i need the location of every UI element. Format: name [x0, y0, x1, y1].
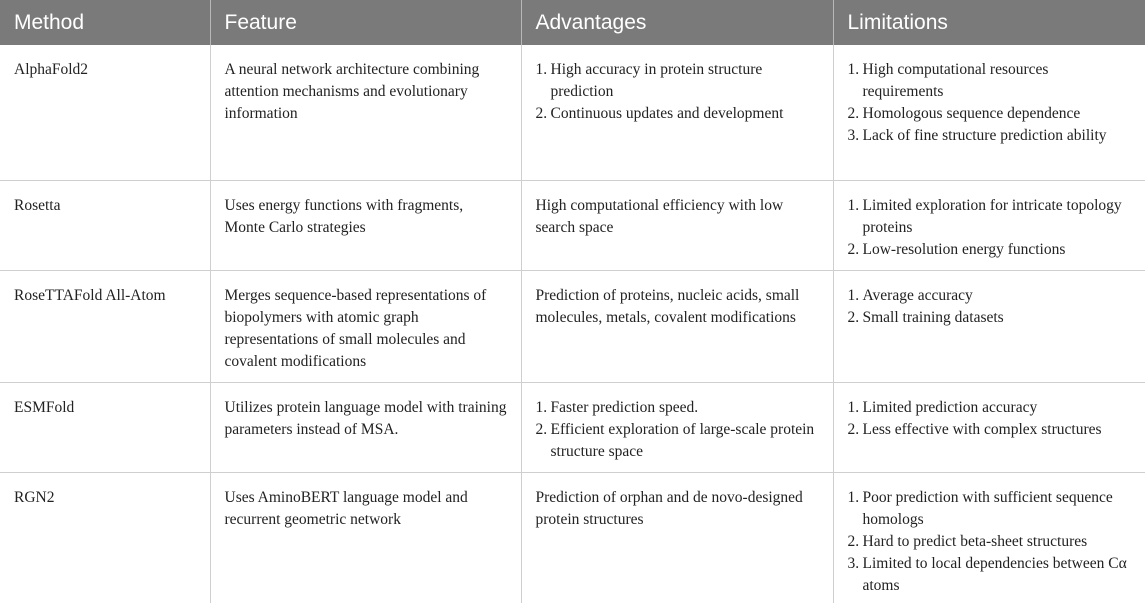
table-row: [0, 45, 1145, 180]
feature-cell: Merges sequence-based representations of biopolymers with atomic graph representations of small molecules and covalent modifications: [210, 270, 521, 382]
method-cell: ESMFold: [0, 382, 210, 472]
list-item: 1. Limited exploration for intricate topology proteins: [847, 196, 1122, 236]
header-advantages: Advantages: [521, 0, 833, 45]
list-item: 2. Less effective with complex structures: [847, 420, 1102, 438]
header-feature: Feature: [210, 0, 521, 45]
method-cell: Rosetta: [0, 180, 210, 270]
advantages-cell: [521, 45, 833, 180]
feature-cell: A neural network architecture combining attention mechanisms and evolutionary information: [210, 45, 521, 180]
list-item: 1. Limited prediction accuracy: [847, 398, 1038, 416]
advantages-cell: High computational efficiency with low search space: [521, 180, 833, 270]
list-item: 1. High computational resources requirements: [847, 61, 1049, 100]
header-row: [0, 0, 1145, 45]
limitations-cell: [833, 472, 1145, 603]
method-cell: RoseTTAFold All-Atom: [0, 270, 210, 382]
list-item: 2. Hard to predict beta-sheet structures: [847, 532, 1088, 550]
advantages-list: [536, 397, 819, 463]
limitations-list: [848, 397, 1132, 441]
table-row: [0, 180, 1145, 270]
method-cell: RGN2: [14, 488, 55, 506]
list-item: 3. Limited to local dependencies between Cα atoms: [847, 554, 1127, 594]
advantages-cell: [521, 382, 833, 472]
limitations-cell: [833, 45, 1145, 180]
header-limitations: Limitations: [833, 0, 1145, 45]
list-item: 2. Efficient exploration of large-scale protein structure space: [535, 420, 815, 460]
feature-cell: Uses energy functions with fragments, Monte Carlo strategies: [210, 180, 521, 270]
list-item: 2. Continuous updates and development: [535, 105, 784, 122]
limitations-list: [848, 59, 1132, 147]
feature-cell: Utilizes protein language model with training parameters instead of MSA.: [210, 382, 521, 472]
header-method: Method: [0, 0, 210, 45]
limitations-list: [848, 285, 1132, 329]
list-item: 3. Lack of fine structure prediction ability: [847, 127, 1107, 144]
list-item: 2. Homologous sequence dependence: [847, 105, 1081, 122]
table-row: [0, 472, 1145, 603]
advantages-cell: Prediction of orphan and de novo-designed protein structures: [521, 472, 833, 603]
list-item: 2. Small training datasets: [847, 308, 1004, 326]
table-row: [0, 270, 1145, 382]
limitations-cell: [833, 180, 1145, 270]
limitations-list: [848, 195, 1132, 261]
method-cell: AlphaFold2: [0, 45, 210, 180]
list-item: 1. Average accuracy: [847, 286, 973, 304]
list-item: 1. Faster prediction speed.: [535, 398, 699, 416]
limitations-list: [848, 487, 1132, 597]
list-item: 1. Poor prediction with sufficient sequence homologs: [847, 488, 1113, 528]
table-row: [0, 382, 1145, 472]
list-item: 1. High accuracy in protein structure prediction: [535, 61, 763, 100]
limitations-cell: [833, 270, 1145, 382]
list-item: 2. Low-resolution energy functions: [847, 240, 1066, 258]
advantages-cell: Prediction of proteins, nucleic acids, small molecules, metals, covalent modifications: [521, 270, 833, 382]
feature-cell: Uses AminoBERT language model and recurrent geometric network: [210, 472, 521, 603]
limitations-cell: [833, 382, 1145, 472]
advantages-list: [536, 59, 819, 125]
